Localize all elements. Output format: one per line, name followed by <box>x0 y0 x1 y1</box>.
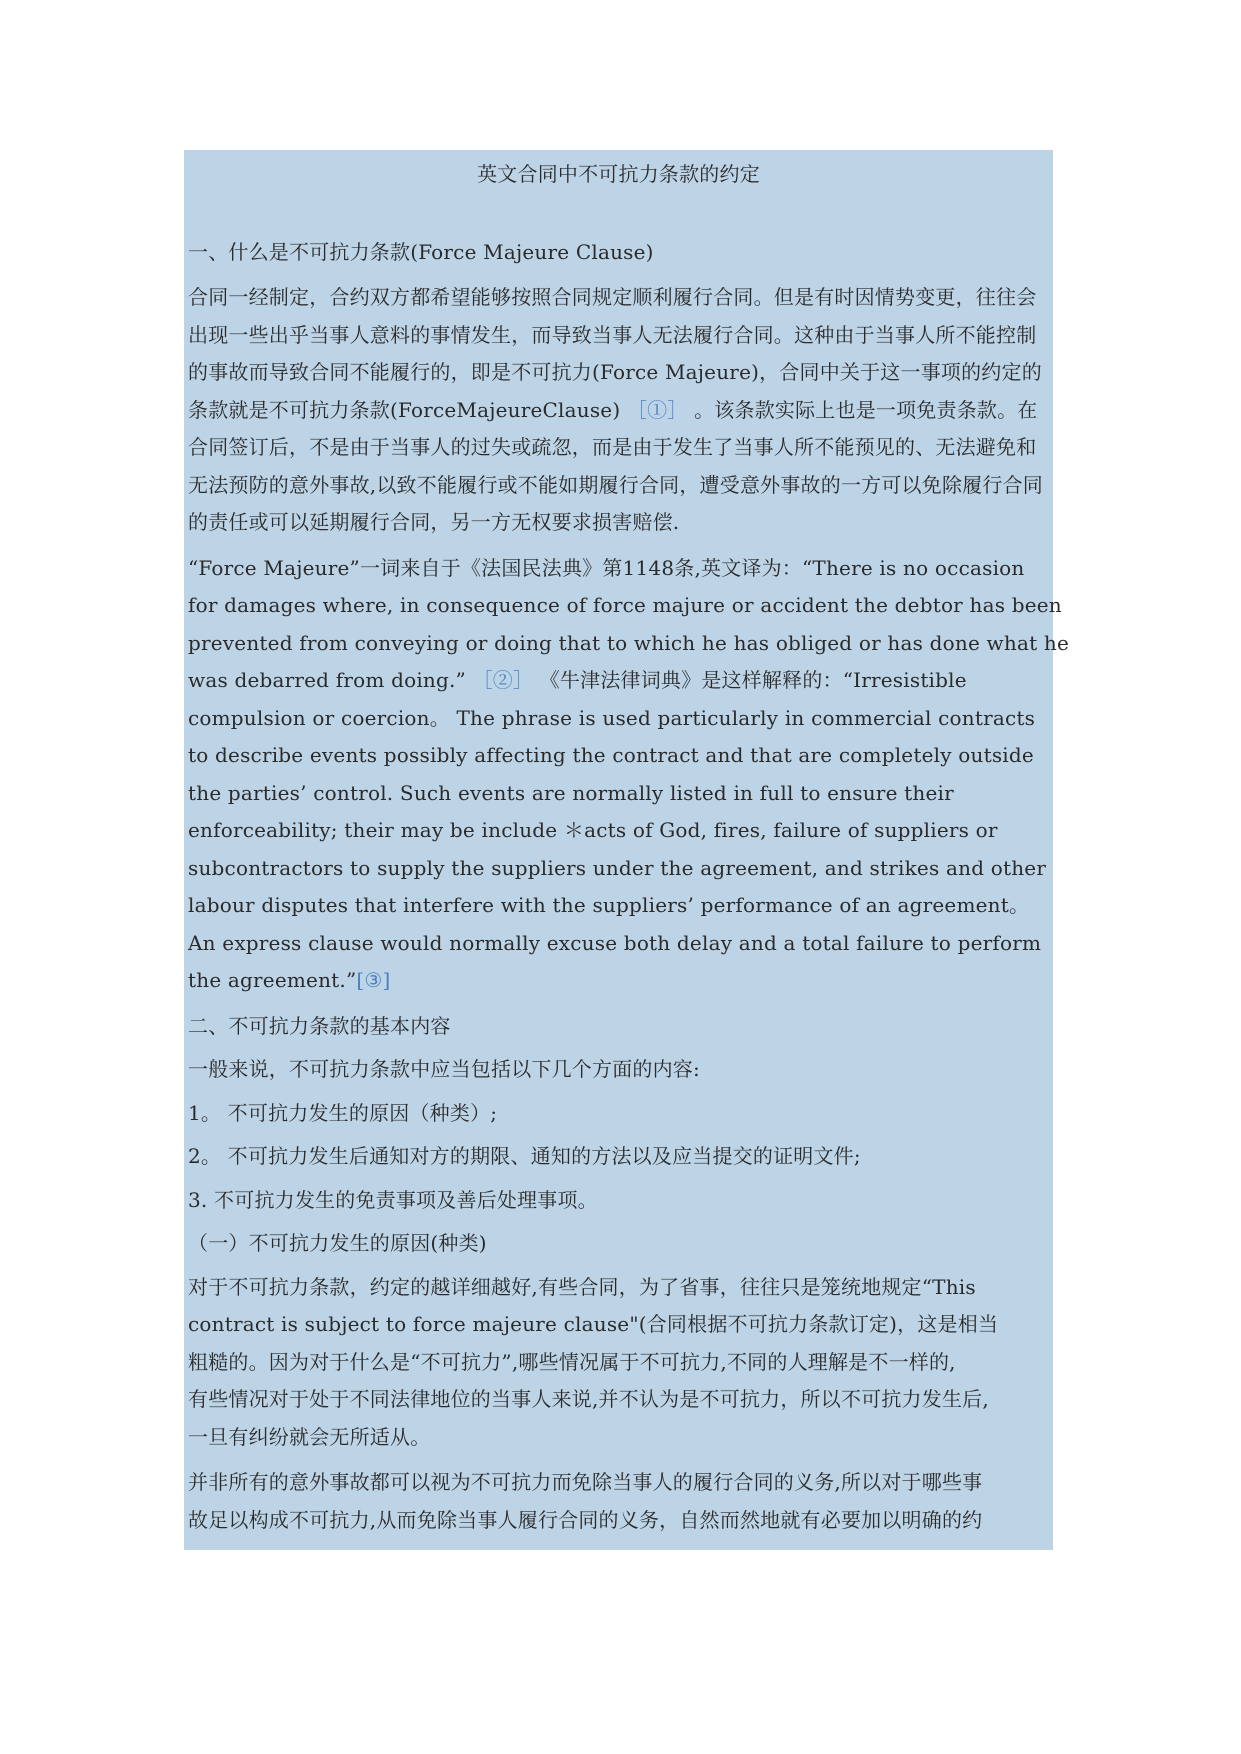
paragraph-text: 。该条款实际上也是一项免责条款。在合同签订后，不是由于当事人的过失或疏忽，而是由于发生了当事人所不能预见的、无法避免和无法预防的意外事故,以致不能履行或不能如期履行合同，遭受意外事故的一方可以免除履行合同的责任或可以延期履行合同，另一方无权要求损害赔偿. <box>188 397 1043 534</box>
text-line: labour disputes that interfere with the suppliers’ performance of an agreement。 <box>188 893 1030 917</box>
text-line: prevented from conveying or doing that to which he has obliged or has done what he <box>188 630 1069 655</box>
text-line: 并非所有的意外事故都可以视为不可抗力而免除当事人的履行合同的义务,所以对于哪些事 <box>188 1470 983 1494</box>
text-line: “Force Majeure”一词来自于《法国民法典》第1148条,英文译为：“There is no occasion <box>188 555 1025 580</box>
list-item: 2。 不可抗力发生后通知对方的期限、通知的方法以及应当提交的证明文件; <box>188 1144 861 1168</box>
footnote-ref-2[interactable]: ［②］ <box>472 668 534 692</box>
text-line <box>188 662 1093 700</box>
text-line <box>188 962 1093 1000</box>
text-line: for damages where, in consequence of force majure or accident the debtor has been <box>188 593 1062 617</box>
text-line: 故足以构成不可抗力,从而免除当事人履行合同的义务，自然而然地就有必要加以明确的约 <box>188 1507 983 1532</box>
paragraph-origin <box>188 550 1093 1000</box>
footnote-ref-1[interactable]: ［①］ <box>626 397 688 422</box>
paragraph-text: 合同一经制定，合约双方都希望能够按照合同规定顺利履行合同。但是有时因情势变更，往往会出现一些出乎当事人意料的事情发生，而导致当事人无法履行合同。这种由于当事人所不能控制的事故而导致合同不能履行的，即是不可抗力(Force Majeure)，合同中关于这一事项的约定的条款就是不可抗力条款(ForceMajeureClause) <box>188 285 1042 422</box>
list-item: 1。 不可抗力发生的原因（种类）; <box>188 1100 498 1125</box>
text-line: to describe events possibly affecting the contract and that are completely outside <box>188 743 1034 767</box>
document-title: 英文合同中不可抗力条款的约定 <box>477 162 760 186</box>
section2-heading: 二、不可抗力条款的基本内容 <box>188 1013 451 1038</box>
text-line: 有些情况对于处于不同法律地位的当事人来说,并不认为是不可抗力，所以不可抗力发生后, <box>188 1387 989 1411</box>
document-body <box>188 150 1093 1547</box>
subsection1-heading: （一）不可抗力发生的原因(种类) <box>188 1231 487 1255</box>
paragraph-detail <box>188 1269 1093 1457</box>
paragraph-definition <box>188 279 1053 542</box>
list-intro: 一般来说，不可抗力条款中应当包括以下几个方面的内容: <box>188 1057 700 1081</box>
list-item: 3. 不可抗力发生的免责事项及善后处理事项。 <box>188 1187 598 1212</box>
section1-heading: 一、什么是不可抗力条款(Force Majeure Clause) <box>188 239 654 264</box>
text-line: the parties’ control. Such events are normally listed in full to ensure their <box>188 780 954 805</box>
text-segment: the agreement.” <box>188 968 357 992</box>
text-line: 粗糙的。因为对于什么是“不可抗力”,哪些情况属于不可抗力,不同的人理解是不一样的, <box>188 1349 956 1374</box>
text-line: contract is subject to force majeure clause"(合同根据不可抗力条款订定)，这是相当 <box>188 1312 999 1336</box>
text-line: enforceability; their may be include ＊acts of God, fires, failure of suppliers or <box>188 818 998 842</box>
text-line: 一旦有纠纷就会无所适从。 <box>188 1424 431 1449</box>
text-segment: 《牛津法律词典》是这样解释的：“Irresistible <box>539 668 967 692</box>
text-line: subcontractors to supply the suppliers under the agreement, and strikes and other <box>188 855 1047 880</box>
text-line: 对于不可抗力条款，约定的越详细越好,有些合同，为了省事，往往只是笼统地规定“This <box>188 1274 976 1299</box>
text-line: compulsion or coercion。 The phrase is used particularly in commercial contracts <box>188 705 1036 730</box>
paragraph-scope <box>188 1464 1093 1539</box>
footnote-ref-3[interactable]: [③] <box>356 968 391 992</box>
text-line: An express clause would normally excuse both delay and a total failure to perform <box>188 930 1042 955</box>
text-segment: was debarred from doing.” <box>188 668 466 692</box>
